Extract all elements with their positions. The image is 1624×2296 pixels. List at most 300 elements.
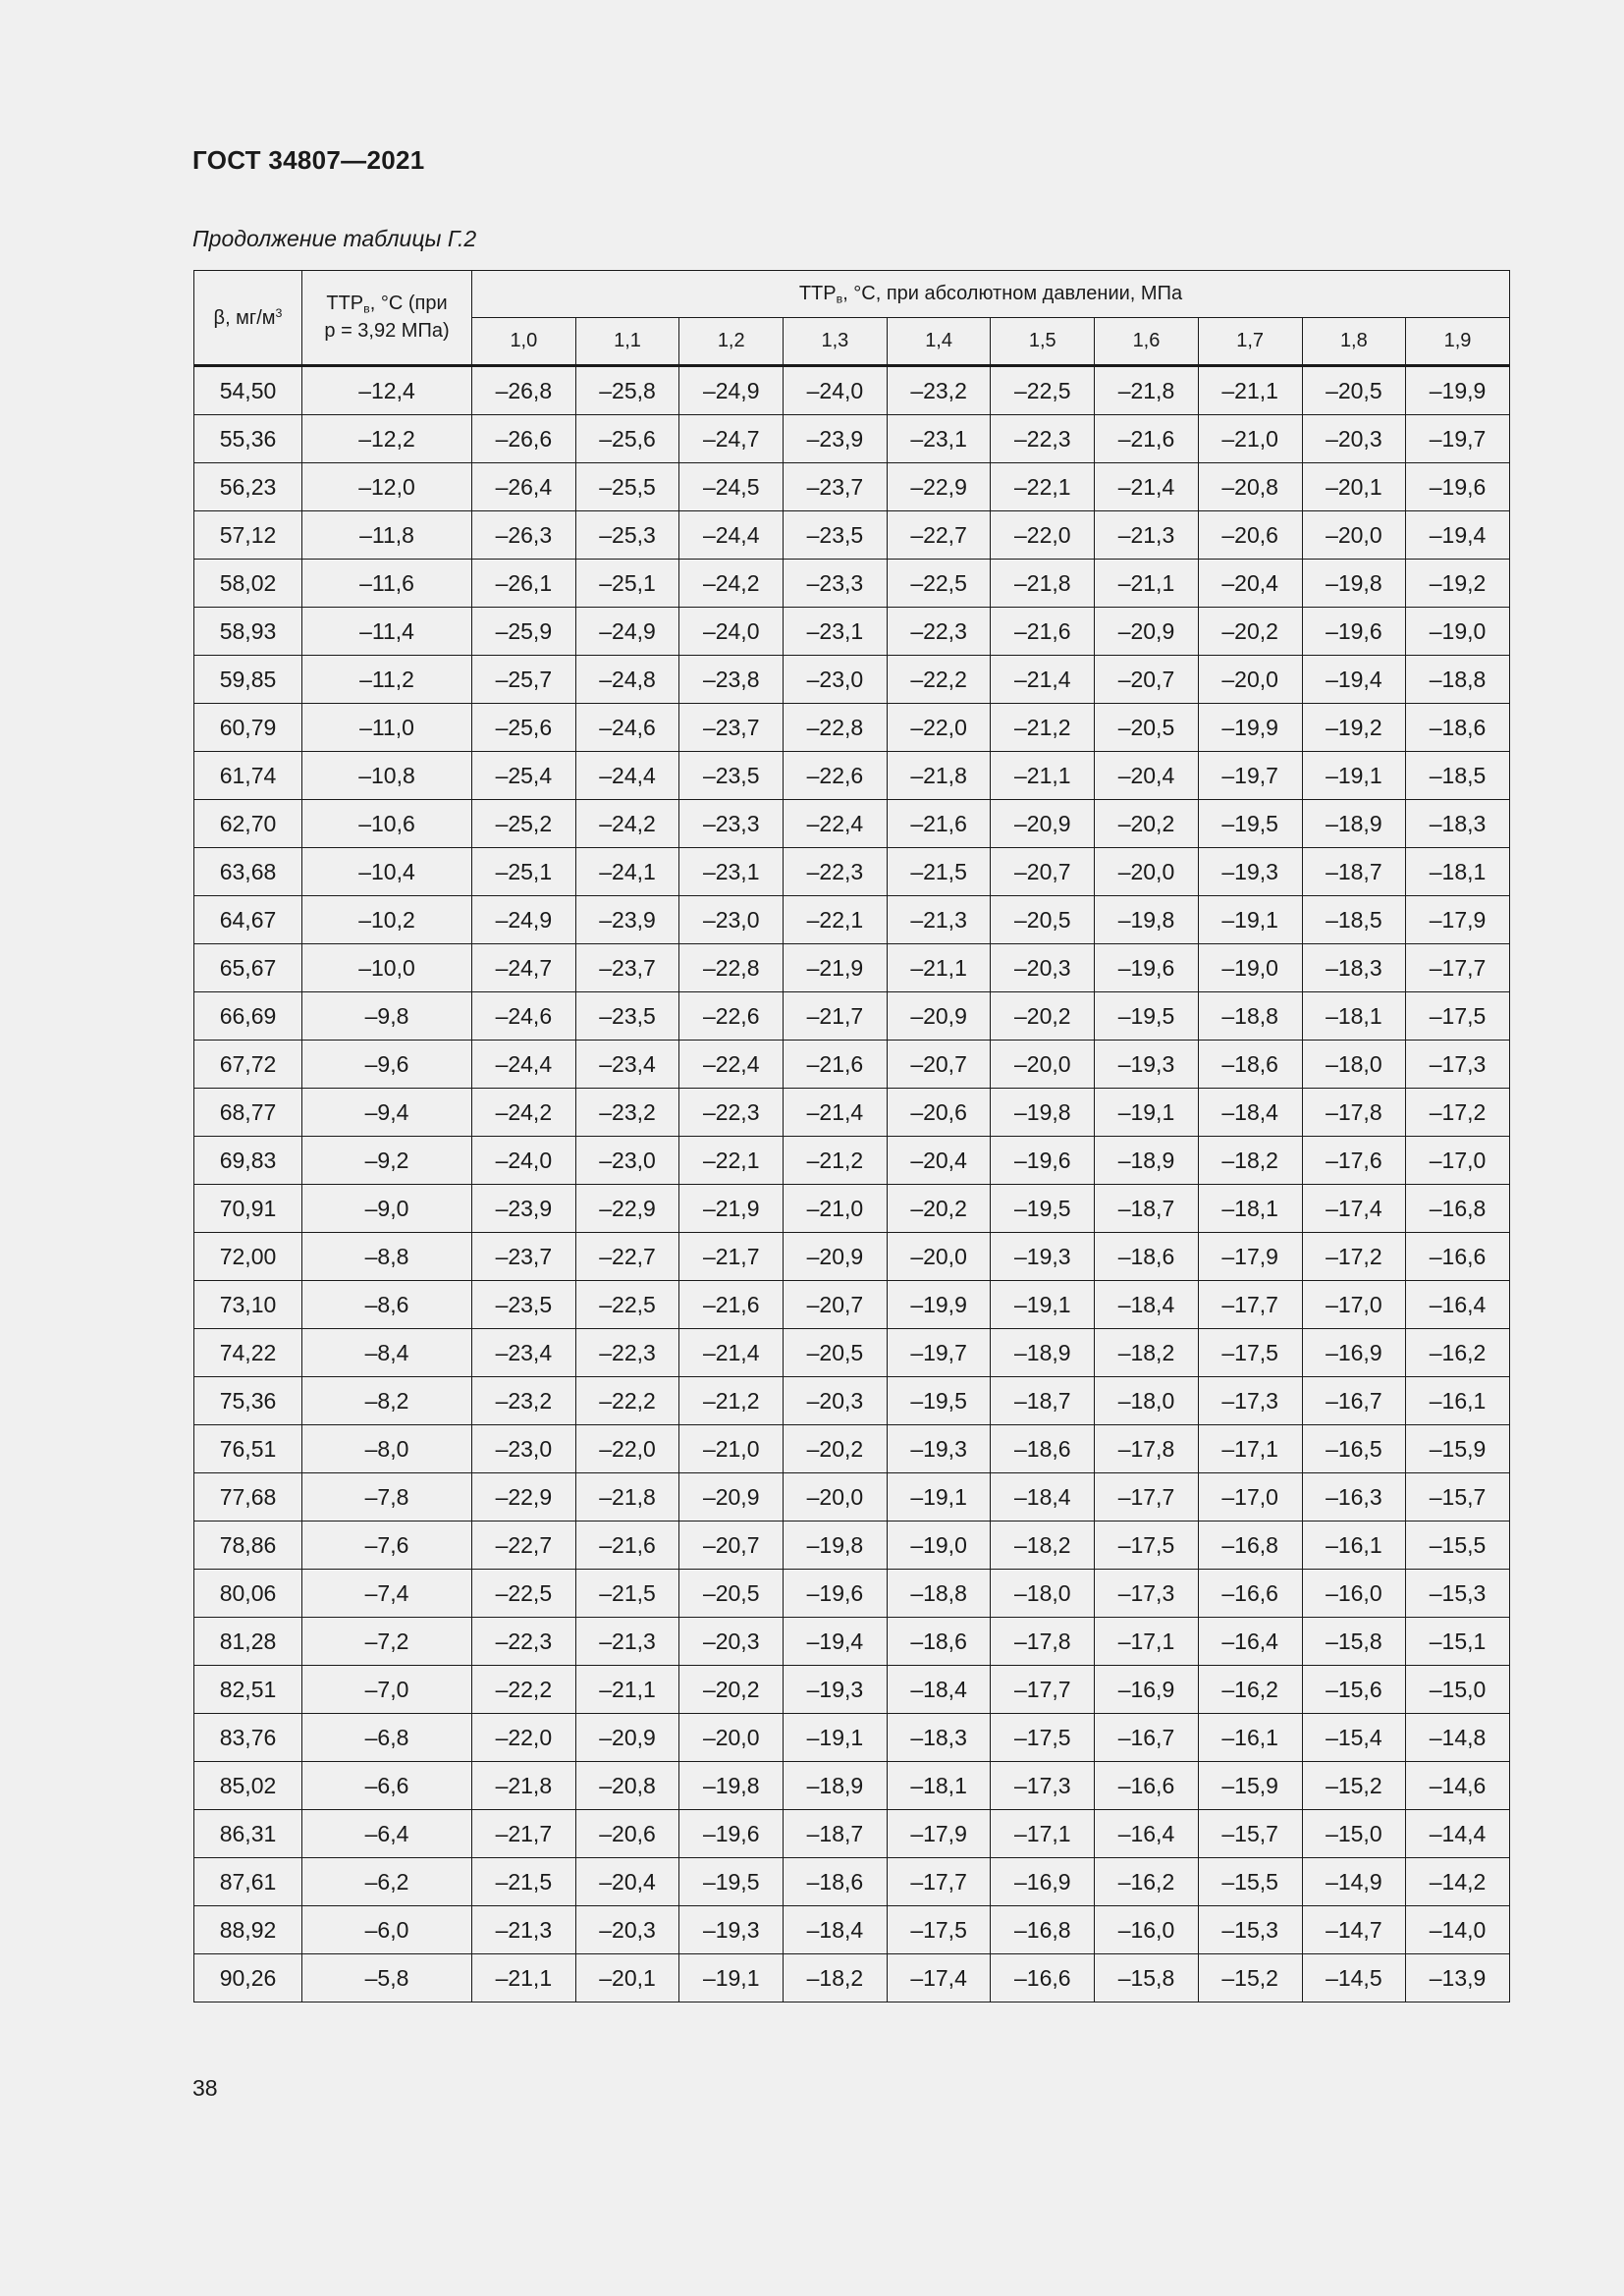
ttr-value-cell: –23,4 [472, 1329, 576, 1377]
ttr-value-cell: –14,8 [1406, 1714, 1510, 1762]
ttr-value-cell: –18,7 [1095, 1185, 1199, 1233]
ttr-value-cell: –24,5 [679, 463, 784, 511]
ttr-value-cell: –16,9 [1302, 1329, 1406, 1377]
header-ttr-pressure [472, 271, 1510, 318]
ttr-value-cell: –15,8 [1302, 1618, 1406, 1666]
ttr-value-cell: –20,9 [784, 1233, 888, 1281]
ttr-value-cell: –20,0 [1095, 848, 1199, 896]
ttr-value-cell: –15,4 [1302, 1714, 1406, 1762]
ttr-value-cell: –21,7 [784, 992, 888, 1041]
ttr-value-cell: –21,3 [472, 1906, 576, 1954]
table-row [194, 1570, 1510, 1618]
ttr-reference-cell: –8,4 [302, 1329, 472, 1377]
ttr-value-cell: –14,4 [1406, 1810, 1510, 1858]
ttr-value-cell: –21,3 [575, 1618, 679, 1666]
ttr-value-cell: –22,1 [991, 463, 1095, 511]
ttr-value-cell: –17,1 [1198, 1425, 1302, 1473]
header-ttr-reference [302, 271, 472, 366]
ttr-value-cell: –24,7 [472, 944, 576, 992]
ttr-value-cell: –15,5 [1198, 1858, 1302, 1906]
pressure-header-cell: 1,9 [1406, 318, 1510, 366]
ttr-value-cell: –23,8 [679, 656, 784, 704]
ttr-ref-symbol: ТТР [326, 293, 364, 315]
ttr-value-cell: –20,4 [887, 1137, 991, 1185]
ttr-value-cell: –19,8 [991, 1089, 1095, 1137]
ttr-value-cell: –23,9 [784, 415, 888, 463]
ttr-value-cell: –15,6 [1302, 1666, 1406, 1714]
ttr-value-cell: –24,6 [472, 992, 576, 1041]
ttr-value-cell: –24,0 [472, 1137, 576, 1185]
beta-cell: 61,74 [194, 752, 302, 800]
ttr-value-cell: –25,1 [472, 848, 576, 896]
beta-cell: 64,67 [194, 896, 302, 944]
ttr-value-cell: –16,7 [1302, 1377, 1406, 1425]
ttr-value-cell: –25,6 [472, 704, 576, 752]
ttr-value-cell: –21,8 [575, 1473, 679, 1522]
ttr-value-cell: –26,8 [472, 366, 576, 415]
beta-cell: 65,67 [194, 944, 302, 992]
ttr-reference-cell: –6,0 [302, 1906, 472, 1954]
ttr-value-cell: –19,8 [784, 1522, 888, 1570]
ttr-value-cell: –21,9 [679, 1185, 784, 1233]
ttr-value-cell: –19,8 [1095, 896, 1199, 944]
ttr-value-cell: –18,7 [991, 1377, 1095, 1425]
ttr-value-cell: –18,4 [1095, 1281, 1199, 1329]
ttr-value-cell: –19,5 [1095, 992, 1199, 1041]
ttr-value-cell: –18,8 [1406, 656, 1510, 704]
ttr-value-cell: –18,9 [1095, 1137, 1199, 1185]
ttr-value-cell: –26,6 [472, 415, 576, 463]
ttr-value-cell: –23,2 [472, 1377, 576, 1425]
pressure-header-cell: 1,1 [575, 318, 679, 366]
table-row [194, 1425, 1510, 1473]
ttr-value-cell: –21,2 [991, 704, 1095, 752]
ttr-reference-cell: –11,4 [302, 608, 472, 656]
ttr-value-cell: –14,9 [1302, 1858, 1406, 1906]
ttr-value-cell: –20,0 [1302, 511, 1406, 560]
ttr-value-cell: –26,1 [472, 560, 576, 608]
ttr-value-cell: –17,7 [887, 1858, 991, 1906]
ttr-value-cell: –19,3 [784, 1666, 888, 1714]
ttr-value-cell: –21,6 [575, 1522, 679, 1570]
ttr-value-cell: –22,0 [991, 511, 1095, 560]
table-row [194, 992, 1510, 1041]
pressure-header-cell: 1,8 [1302, 318, 1406, 366]
ttr-value-cell: –19,1 [991, 1281, 1095, 1329]
table-row [194, 1281, 1510, 1329]
ttr-value-cell: –17,5 [1095, 1522, 1199, 1570]
ttr-value-cell: –21,2 [784, 1137, 888, 1185]
ttr-value-cell: –18,4 [991, 1473, 1095, 1522]
ttr-value-cell: –26,3 [472, 511, 576, 560]
ttr-value-cell: –20,8 [1198, 463, 1302, 511]
ttr-value-cell: –22,1 [679, 1137, 784, 1185]
ttr-value-cell: –19,1 [784, 1714, 888, 1762]
ttr-value-cell: –25,6 [575, 415, 679, 463]
ttr-value-cell: –22,0 [887, 704, 991, 752]
ttr-value-cell: –18,3 [887, 1714, 991, 1762]
ttr-value-cell: –21,1 [1095, 560, 1199, 608]
ttr-value-cell: –16,2 [1406, 1329, 1510, 1377]
ttr-value-cell: –17,7 [1095, 1473, 1199, 1522]
ttr-value-cell: –19,3 [991, 1233, 1095, 1281]
ttr-value-cell: –20,6 [575, 1810, 679, 1858]
ttr-value-cell: –21,3 [1095, 511, 1199, 560]
ttr-value-cell: –14,7 [1302, 1906, 1406, 1954]
ttr-value-cell: –19,3 [887, 1425, 991, 1473]
table-row [194, 1522, 1510, 1570]
beta-cell: 55,36 [194, 415, 302, 463]
ttr-value-cell: –22,0 [472, 1714, 576, 1762]
ttr-value-cell: –16,2 [1198, 1666, 1302, 1714]
ttr-reference-cell: –10,6 [302, 800, 472, 848]
beta-cell: 75,36 [194, 1377, 302, 1425]
ttr-reference-cell: –11,0 [302, 704, 472, 752]
table-row [194, 1762, 1510, 1810]
ttr-value-cell: –15,5 [1406, 1522, 1510, 1570]
ttr-value-cell: –22,9 [472, 1473, 576, 1522]
ttr-value-cell: –20,2 [784, 1425, 888, 1473]
ttr-value-cell: –23,9 [472, 1185, 576, 1233]
ttr-value-cell: –21,8 [887, 752, 991, 800]
ttr-pressure-symbol: ТТР [798, 282, 837, 304]
ttr-value-cell: –25,4 [472, 752, 576, 800]
beta-cell: 68,77 [194, 1089, 302, 1137]
ttr-value-cell: –20,2 [1095, 800, 1199, 848]
ttr-value-cell: –21,7 [679, 1233, 784, 1281]
ttr-value-cell: –18,6 [784, 1858, 888, 1906]
ttr-value-cell: –19,3 [679, 1906, 784, 1954]
ttr-value-cell: –16,5 [1302, 1425, 1406, 1473]
ttr-value-cell: –19,9 [887, 1281, 991, 1329]
ttr-value-cell: –20,8 [575, 1762, 679, 1810]
ttr-value-cell: –19,5 [679, 1858, 784, 1906]
ttr-value-cell: –17,4 [1302, 1185, 1406, 1233]
beta-cell: 66,69 [194, 992, 302, 1041]
ttr-value-cell: –17,5 [887, 1906, 991, 1954]
table-row [194, 1810, 1510, 1858]
ttr-value-cell: –23,2 [575, 1089, 679, 1137]
ttr-value-cell: –19,2 [1302, 704, 1406, 752]
ttr-value-cell: –23,0 [472, 1425, 576, 1473]
ttr-value-cell: –22,4 [784, 800, 888, 848]
ttr-value-cell: –17,0 [1406, 1137, 1510, 1185]
data-table [193, 270, 1510, 2002]
pressure-header-cell: 1,2 [679, 318, 784, 366]
ttr-value-cell: –19,6 [1302, 608, 1406, 656]
ttr-value-cell: –22,7 [472, 1522, 576, 1570]
ttr-value-cell: –20,2 [679, 1666, 784, 1714]
ttr-value-cell: –18,0 [1302, 1041, 1406, 1089]
ttr-value-cell: –23,7 [784, 463, 888, 511]
pressure-header-cell: 1,7 [1198, 318, 1302, 366]
ttr-value-cell: –24,2 [575, 800, 679, 848]
ttr-value-cell: –17,4 [887, 1954, 991, 2002]
ttr-value-cell: –20,7 [887, 1041, 991, 1089]
ttr-value-cell: –22,3 [679, 1089, 784, 1137]
ttr-value-cell: –19,0 [1198, 944, 1302, 992]
beta-cell: 57,12 [194, 511, 302, 560]
ttr-value-cell: –22,6 [784, 752, 888, 800]
ttr-value-cell: –20,0 [679, 1714, 784, 1762]
page-number: 38 [192, 2075, 218, 2101]
ttr-value-cell: –17,7 [1198, 1281, 1302, 1329]
ttr-value-cell: –20,3 [679, 1618, 784, 1666]
ttr-value-cell: –15,7 [1406, 1473, 1510, 1522]
ttr-value-cell: –21,0 [679, 1425, 784, 1473]
ttr-reference-cell: –11,6 [302, 560, 472, 608]
beta-cell: 81,28 [194, 1618, 302, 1666]
ttr-value-cell: –20,6 [1198, 511, 1302, 560]
ttr-value-cell: –22,2 [887, 656, 991, 704]
ttr-value-cell: –24,9 [679, 366, 784, 415]
ttr-value-cell: –23,7 [679, 704, 784, 752]
ttr-reference-cell: –9,6 [302, 1041, 472, 1089]
ttr-value-cell: –18,1 [1198, 1185, 1302, 1233]
ttr-reference-cell: –11,2 [302, 656, 472, 704]
ttr-value-cell: –24,4 [679, 511, 784, 560]
ttr-value-cell: –23,7 [575, 944, 679, 992]
ttr-value-cell: –19,5 [991, 1185, 1095, 1233]
ttr-value-cell: –17,5 [1406, 992, 1510, 1041]
ttr-value-cell: –16,0 [1095, 1906, 1199, 1954]
ttr-value-cell: –23,3 [679, 800, 784, 848]
ttr-ref-subscript: в [363, 301, 370, 316]
beta-cell: 74,22 [194, 1329, 302, 1377]
table-row [194, 1329, 1510, 1377]
ttr-value-cell: –20,5 [679, 1570, 784, 1618]
ttr-value-cell: –16,9 [991, 1858, 1095, 1906]
ttr-value-cell: –24,4 [575, 752, 679, 800]
ttr-value-cell: –18,2 [1095, 1329, 1199, 1377]
ttr-value-cell: –19,6 [784, 1570, 888, 1618]
ttr-value-cell: –18,6 [1095, 1233, 1199, 1281]
ttr-value-cell: –25,1 [575, 560, 679, 608]
ttr-value-cell: –17,8 [991, 1618, 1095, 1666]
ttr-value-cell: –21,8 [991, 560, 1095, 608]
ttr-value-cell: –25,2 [472, 800, 576, 848]
ttr-value-cell: –15,3 [1198, 1906, 1302, 1954]
ttr-value-cell: –23,0 [784, 656, 888, 704]
ttr-value-cell: –16,6 [1406, 1233, 1510, 1281]
ttr-value-cell: –15,3 [1406, 1570, 1510, 1618]
ttr-reference-cell: –8,2 [302, 1377, 472, 1425]
ttr-value-cell: –18,9 [1302, 800, 1406, 848]
ttr-value-cell: –23,3 [784, 560, 888, 608]
ttr-value-cell: –22,9 [887, 463, 991, 511]
ttr-value-cell: –23,2 [887, 366, 991, 415]
ttr-value-cell: –20,9 [679, 1473, 784, 1522]
ttr-value-cell: –22,5 [575, 1281, 679, 1329]
ttr-value-cell: –23,5 [784, 511, 888, 560]
table-row [194, 1377, 1510, 1425]
ttr-value-cell: –18,8 [887, 1570, 991, 1618]
ttr-reference-cell: –6,8 [302, 1714, 472, 1762]
ttr-value-cell: –20,7 [1095, 656, 1199, 704]
ttr-value-cell: –17,2 [1406, 1089, 1510, 1137]
ttr-value-cell: –23,5 [679, 752, 784, 800]
ttr-value-cell: –21,8 [472, 1762, 576, 1810]
ttr-value-cell: –21,4 [1095, 463, 1199, 511]
ttr-value-cell: –20,2 [1198, 608, 1302, 656]
ttr-value-cell: –20,1 [1302, 463, 1406, 511]
ttr-value-cell: –19,1 [1198, 896, 1302, 944]
ttr-value-cell: –17,1 [991, 1810, 1095, 1858]
ttr-value-cell: –25,9 [472, 608, 576, 656]
ttr-value-cell: –22,5 [991, 366, 1095, 415]
ttr-value-cell: –15,0 [1406, 1666, 1510, 1714]
ttr-value-cell: –20,9 [887, 992, 991, 1041]
table-row [194, 1233, 1510, 1281]
beta-cell: 73,10 [194, 1281, 302, 1329]
beta-unit-exponent: 3 [275, 305, 283, 320]
ttr-reference-cell: –9,2 [302, 1137, 472, 1185]
ttr-value-cell: –21,6 [784, 1041, 888, 1089]
header-beta [194, 271, 302, 366]
ttr-value-cell: –19,2 [1406, 560, 1510, 608]
ttr-value-cell: –21,4 [991, 656, 1095, 704]
ttr-value-cell: –24,0 [784, 366, 888, 415]
ttr-value-cell: –22,1 [784, 896, 888, 944]
ttr-value-cell: –16,8 [1198, 1522, 1302, 1570]
ttr-value-cell: –19,1 [1302, 752, 1406, 800]
ttr-value-cell: –22,4 [679, 1041, 784, 1089]
table-row [194, 896, 1510, 944]
pressure-header-cell: 1,0 [472, 318, 576, 366]
table-row [194, 415, 1510, 463]
beta-cell: 88,92 [194, 1906, 302, 1954]
ttr-value-cell: –17,0 [1198, 1473, 1302, 1522]
ttr-value-cell: –20,5 [1095, 704, 1199, 752]
ttr-reference-cell: –9,0 [302, 1185, 472, 1233]
ttr-value-cell: –19,1 [887, 1473, 991, 1522]
ttr-value-cell: –19,6 [1095, 944, 1199, 992]
ttr-value-cell: –16,8 [991, 1906, 1095, 1954]
ttr-value-cell: –14,2 [1406, 1858, 1510, 1906]
ttr-value-cell: –18,2 [784, 1954, 888, 2002]
table-row [194, 1666, 1510, 1714]
ttr-value-cell: –19,0 [1406, 608, 1510, 656]
ttr-value-cell: –20,5 [784, 1329, 888, 1377]
beta-cell: 58,02 [194, 560, 302, 608]
ttr-value-cell: –21,8 [1095, 366, 1199, 415]
beta-cell: 82,51 [194, 1666, 302, 1714]
table-row [194, 656, 1510, 704]
ttr-value-cell: –21,4 [784, 1089, 888, 1137]
ttr-value-cell: –16,1 [1302, 1522, 1406, 1570]
ttr-value-cell: –20,3 [575, 1906, 679, 1954]
ttr-reference-cell: –10,2 [302, 896, 472, 944]
ttr-value-cell: –24,7 [679, 415, 784, 463]
ttr-value-cell: –19,6 [679, 1810, 784, 1858]
ttr-value-cell: –15,7 [1198, 1810, 1302, 1858]
ttr-value-cell: –21,6 [991, 608, 1095, 656]
ttr-reference-cell: –10,8 [302, 752, 472, 800]
ttr-value-cell: –18,0 [1095, 1377, 1199, 1425]
beta-cell: 69,83 [194, 1137, 302, 1185]
ttr-value-cell: –19,7 [1198, 752, 1302, 800]
ttr-reference-cell: –7,6 [302, 1522, 472, 1570]
ttr-value-cell: –16,1 [1406, 1377, 1510, 1425]
pressure-header-cell: 1,4 [887, 318, 991, 366]
ttr-value-cell: –19,6 [1406, 463, 1510, 511]
ttr-value-cell: –22,6 [679, 992, 784, 1041]
ttr-value-cell: –20,4 [575, 1858, 679, 1906]
ttr-reference-cell: –12,4 [302, 366, 472, 415]
ttr-value-cell: –13,9 [1406, 1954, 1510, 2002]
ttr-value-cell: –21,2 [679, 1377, 784, 1425]
table-row [194, 848, 1510, 896]
ttr-value-cell: –20,7 [991, 848, 1095, 896]
ttr-value-cell: –22,0 [575, 1425, 679, 1473]
ttr-value-cell: –16,0 [1302, 1570, 1406, 1618]
ttr-value-cell: –18,6 [1198, 1041, 1302, 1089]
ttr-value-cell: –20,0 [991, 1041, 1095, 1089]
beta-cell: 80,06 [194, 1570, 302, 1618]
ttr-value-cell: –19,8 [1302, 560, 1406, 608]
ttr-value-cell: –18,1 [1302, 992, 1406, 1041]
ttr-value-cell: –17,9 [887, 1810, 991, 1858]
ttr-value-cell: –17,8 [1095, 1425, 1199, 1473]
ttr-value-cell: –17,6 [1302, 1137, 1406, 1185]
ttr-value-cell: –22,2 [575, 1377, 679, 1425]
ttr-value-cell: –22,3 [784, 848, 888, 896]
ttr-value-cell: –22,5 [472, 1570, 576, 1618]
beta-cell: 70,91 [194, 1185, 302, 1233]
ttr-value-cell: –22,3 [887, 608, 991, 656]
table-row [194, 1089, 1510, 1137]
ttr-value-cell: –16,6 [1095, 1762, 1199, 1810]
beta-cell: 77,68 [194, 1473, 302, 1522]
ttr-value-cell: –21,5 [575, 1570, 679, 1618]
ttr-value-cell: –18,4 [887, 1666, 991, 1714]
ttr-value-cell: –16,9 [1095, 1666, 1199, 1714]
ttr-ref-unit: , °С (при [369, 293, 448, 315]
table-row [194, 1473, 1510, 1522]
ttr-reference-cell: –10,4 [302, 848, 472, 896]
ttr-value-cell: –20,7 [784, 1281, 888, 1329]
pressure-header-cell: 1,3 [784, 318, 888, 366]
ttr-value-cell: –18,6 [1406, 704, 1510, 752]
beta-cell: 83,76 [194, 1714, 302, 1762]
ttr-value-cell: –18,7 [1302, 848, 1406, 896]
table-row [194, 1137, 1510, 1185]
ttr-value-cell: –22,3 [991, 415, 1095, 463]
beta-cell: 72,00 [194, 1233, 302, 1281]
ttr-value-cell: –19,5 [887, 1377, 991, 1425]
ttr-value-cell: –17,2 [1302, 1233, 1406, 1281]
beta-cell: 62,70 [194, 800, 302, 848]
table-row [194, 560, 1510, 608]
ttr-value-cell: –18,5 [1302, 896, 1406, 944]
ttr-value-cell: –16,4 [1095, 1810, 1199, 1858]
ttr-value-cell: –24,9 [472, 896, 576, 944]
ttr-value-cell: –17,0 [1302, 1281, 1406, 1329]
table-row [194, 1906, 1510, 1954]
ttr-value-cell: –17,7 [1406, 944, 1510, 992]
ttr-value-cell: –25,8 [575, 366, 679, 415]
ttr-value-cell: –25,5 [575, 463, 679, 511]
ttr-value-cell: –17,3 [1406, 1041, 1510, 1089]
ttr-value-cell: –20,3 [991, 944, 1095, 992]
ttr-value-cell: –22,8 [679, 944, 784, 992]
ttr-value-cell: –23,9 [575, 896, 679, 944]
table-row [194, 1858, 1510, 1906]
ttr-value-cell: –19,0 [887, 1522, 991, 1570]
ttr-value-cell: –15,0 [1302, 1810, 1406, 1858]
ttr-value-cell: –20,7 [679, 1522, 784, 1570]
ttr-value-cell: –16,2 [1095, 1858, 1199, 1906]
